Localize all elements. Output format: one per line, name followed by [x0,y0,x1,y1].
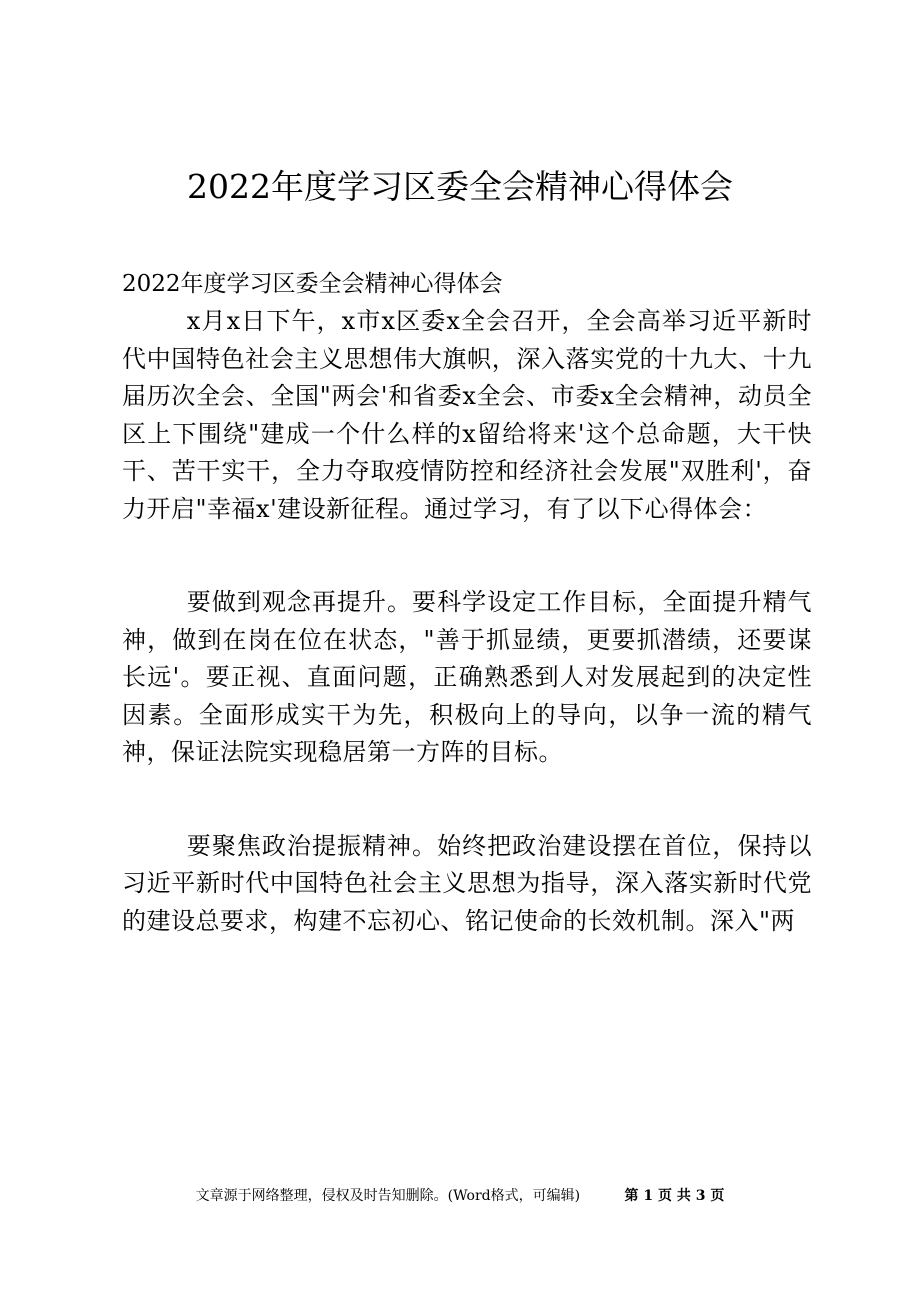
footer-note: 文章源于网络整理，侵权及时告知删除。(Word格式，可编辑) [195,1188,581,1204]
document-title: 2022年度学习区委全会精神心得体会 [187,167,733,206]
paragraph-intro: x月x日下午，x市x区委x全会召开，全会高举习近平新时代中国特色社会主义思想伟大旗帜，深入落实党的十九大、十九届历次全会、全国"两会'和省委x全会、市委x全会精神，动员全区上下围绕"建成一个什么样的x留给将来'这个总命题，大干快干、苦干实干，全力夺取疫情防控和经济社会发展"双胜利'，奋力开启"幸福x'建设新征程。通过学习，有了以下心得体会： [122,307,812,523]
document-subtitle: 2022年度学习区委全会精神心得体会 [122,271,503,297]
document-body [122,266,812,940]
paragraph-concept: 要做到观念再提升。要科学设定工作目标，全面提升精气神，做到在岗在位在状态，"善于抓显绩，更要抓潜绩，还要谋长远'。要正视、直面问题，正确熟悉到人对发展起到的决定性因素。全面形成实干为先，积极向上的导向，以争一流的精气神，保证法院实现稳居第一方阵的目标。 [122,588,812,766]
page-number: 第 1 页 共 3 页 [624,1188,725,1204]
page-footer [0,1186,920,1206]
paragraph-politics: 要聚焦政治提振精神。始终把政治建设摆在首位，保持以习近平新时代中国特色社会主义思想为指导，深入落实新时代党的建设总要求，构建不忘初心、铭记使命的长效机制。深入"两 [122,831,812,935]
